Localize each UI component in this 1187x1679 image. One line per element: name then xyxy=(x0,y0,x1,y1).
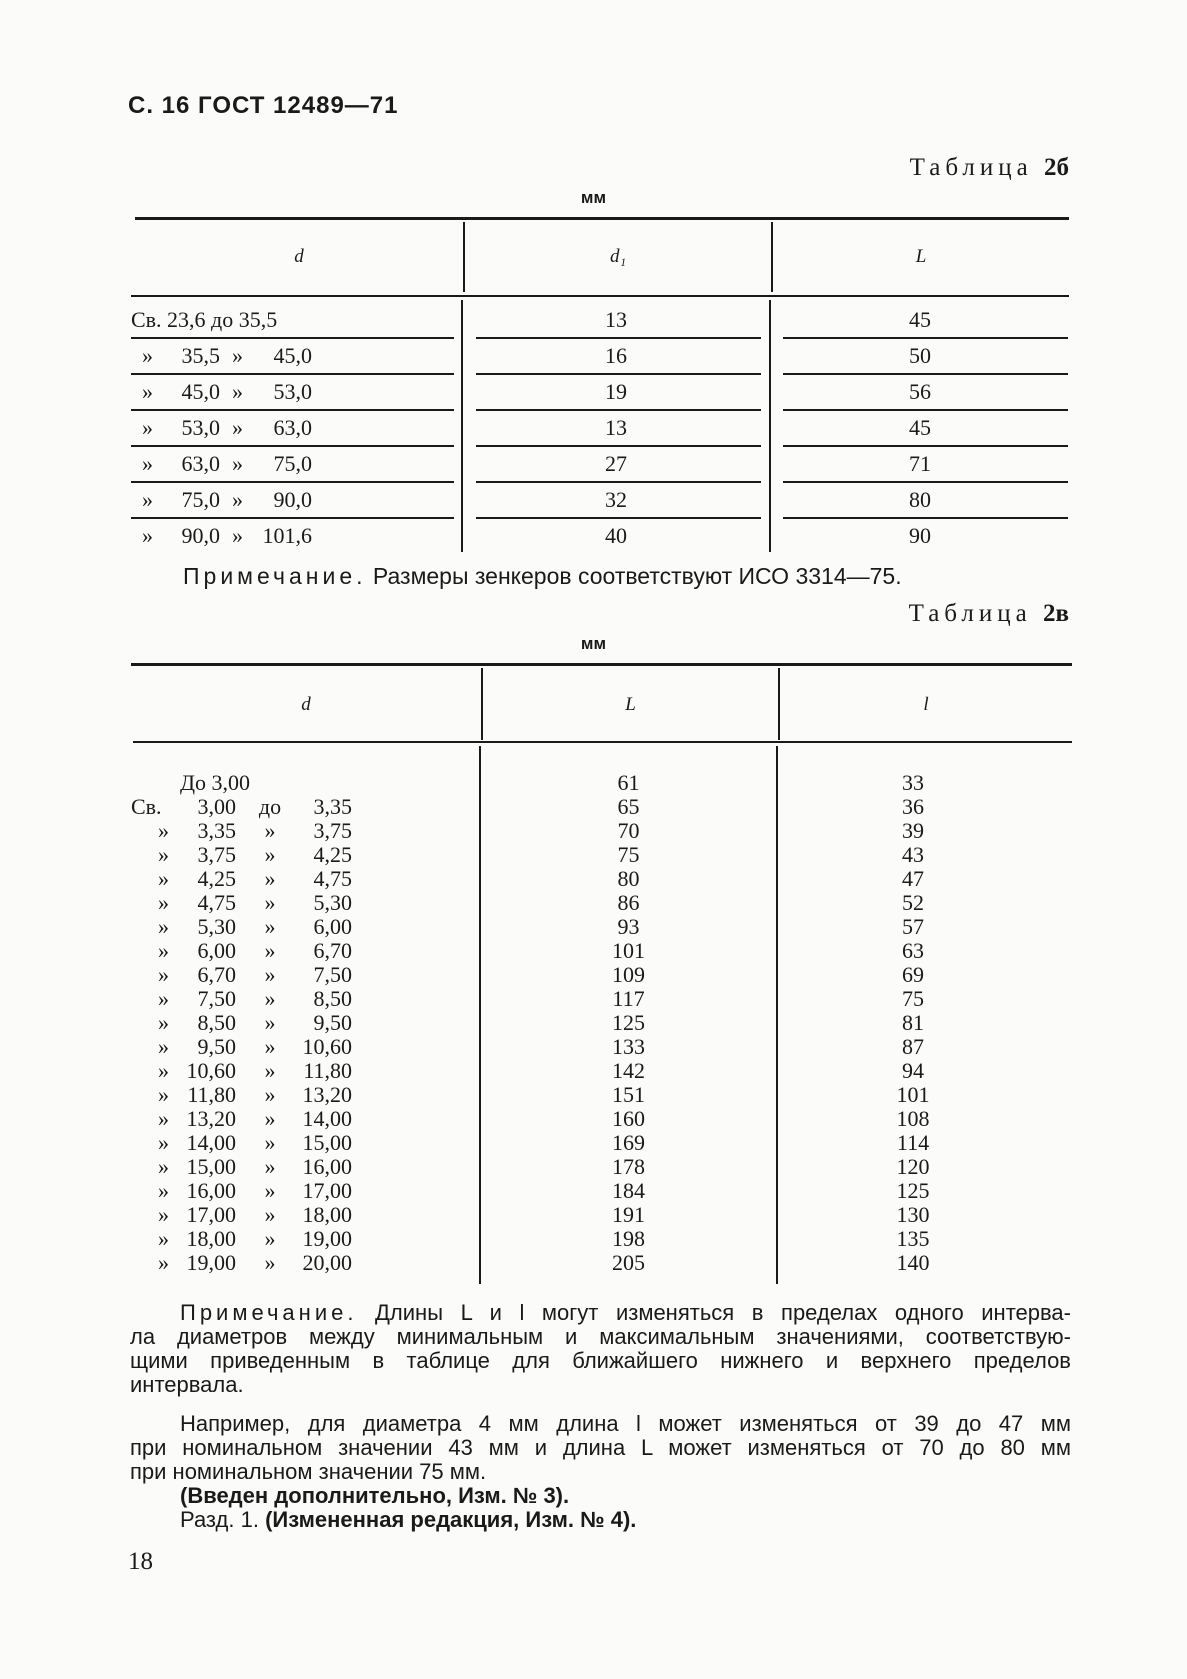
table-row-d1: 13 xyxy=(605,307,627,332)
table-row-from: 4,75 xyxy=(197,890,236,915)
table-row-d-to: 53,0 xyxy=(273,379,312,404)
table-row-from: 19,00 xyxy=(186,1250,236,1275)
table-row-L: 45 xyxy=(909,307,931,332)
table-row-to: 19,00 xyxy=(302,1226,352,1251)
table-row-prefix: » xyxy=(158,1202,169,1227)
table-row-L: 178 xyxy=(612,1154,645,1179)
table-row-mid: » xyxy=(264,1034,276,1059)
row-divider xyxy=(131,373,454,375)
table-row-from: 10,60 xyxy=(186,1058,236,1083)
table-row-l: 52 xyxy=(902,890,924,915)
table-row-d-to: 75,0 xyxy=(273,451,312,476)
col-header-l: l xyxy=(923,694,929,715)
table-row-to: 3,75 xyxy=(313,818,352,843)
table-row-l: 69 xyxy=(902,962,924,987)
table-row-L: 151 xyxy=(612,1082,645,1107)
table-row-to: 14,00 xyxy=(302,1106,352,1131)
col-header-L: L xyxy=(915,246,927,267)
table-row-to: 4,75 xyxy=(313,866,352,891)
table-row-mid: » xyxy=(264,866,276,891)
table-row-from: 3,75 xyxy=(197,842,236,867)
table-row-l: 130 xyxy=(896,1202,930,1227)
table-row-d-to: 90,0 xyxy=(273,487,312,512)
table-row-d-mid: » xyxy=(232,379,243,404)
table-row-L: 93 xyxy=(617,914,640,939)
table-row-prefix: » xyxy=(158,890,169,915)
row-divider xyxy=(476,337,761,339)
table-row-l: 63 xyxy=(902,938,924,963)
table-row-d-prefix: » xyxy=(142,451,153,476)
row-divider xyxy=(783,409,1068,411)
table-row-d: Св. 23,6 до 35,5 xyxy=(131,307,278,332)
table-row-from: 15,00 xyxy=(186,1154,236,1179)
row-divider xyxy=(476,481,761,483)
table-row-d1: 40 xyxy=(605,523,627,548)
table-row-to: 15,00 xyxy=(302,1130,352,1155)
table-row-prefix: » xyxy=(158,914,169,939)
table-row-mid: » xyxy=(264,914,276,939)
row-divider xyxy=(783,373,1068,375)
row-divider xyxy=(131,445,454,447)
table-row-l: 81 xyxy=(902,1010,924,1035)
table-row-prefix: » xyxy=(158,1250,169,1275)
table-row-l: 33 xyxy=(902,770,924,795)
table-row-to: 10,60 xyxy=(302,1034,352,1059)
table-row-mid: до xyxy=(258,794,282,819)
table-row-from: 3,35 xyxy=(197,818,236,843)
row-divider xyxy=(131,337,454,339)
table-row-from: 6,70 xyxy=(197,962,236,987)
table-row-l: 101 xyxy=(896,1082,930,1107)
table-row-to: 9,50 xyxy=(313,1010,352,1035)
table-row-d-prefix: » xyxy=(142,379,153,404)
example-paragraph: Например, для диаметра 4 мм длина l может изменяться от 39 до 47 мм при номинальном значении 43 мм и длина L может изменяться от 70 до 80 мм при номинальном значении 75 мм. xyxy=(130,1411,1071,1484)
table-row-from: 3,00 xyxy=(197,794,236,819)
table-row-L: 142 xyxy=(612,1058,645,1083)
table-row-l: 43 xyxy=(902,842,924,867)
table-row-from: 13,20 xyxy=(186,1106,236,1131)
table-row-l: 120 xyxy=(896,1154,930,1179)
table-row-L: 80 xyxy=(617,866,640,891)
table-row-d-to: 63,0 xyxy=(273,415,312,440)
table-row-L: 61 xyxy=(617,770,640,795)
table-row-L: 160 xyxy=(612,1106,645,1131)
table-2b-caption: Таблица 2б xyxy=(909,154,1069,181)
table-row-prefix: » xyxy=(158,1058,169,1083)
table-row-d-from: 63,0 xyxy=(181,451,220,476)
table-row-l: 75 xyxy=(902,986,924,1011)
table-row-L: 86 xyxy=(617,890,640,915)
table-row-mid: » xyxy=(264,1130,276,1155)
table-row-d1: 13 xyxy=(605,415,627,440)
col-header-d: d xyxy=(294,246,304,267)
table-row-prefix: » xyxy=(158,1034,169,1059)
row-divider xyxy=(783,445,1068,447)
table-row-d-from: 53,0 xyxy=(181,415,220,440)
table-row-from: 4,25 xyxy=(197,866,236,891)
table-row-mid: » xyxy=(264,938,276,963)
table-row-mid: » xyxy=(264,818,276,843)
table-row-mid: » xyxy=(264,1250,276,1275)
row-divider xyxy=(131,481,454,483)
table-row-prefix: » xyxy=(158,1106,169,1131)
row-divider xyxy=(783,517,1068,519)
table-row-to: 13,20 xyxy=(302,1082,352,1107)
table-row-d-mid: » xyxy=(232,451,243,476)
table-row-prefix: » xyxy=(158,1010,169,1035)
table-row-d-prefix: » xyxy=(142,487,153,512)
table-row-mid: » xyxy=(264,1010,276,1035)
table-row-to: 6,70 xyxy=(313,938,352,963)
table-2b-note: Примечание. Размеры зенкеров соответствуют ИСО 3314—75. xyxy=(183,563,902,589)
table-row-from: 17,00 xyxy=(186,1202,236,1227)
table-row-prefix: » xyxy=(158,938,169,963)
table-row-d1: 16 xyxy=(605,343,627,368)
table-row-l: 125 xyxy=(896,1178,930,1203)
row-divider xyxy=(476,445,761,447)
table-row-d-from: 75,0 xyxy=(181,487,220,512)
table-row-to: 16,00 xyxy=(302,1154,352,1179)
table-row-to: 11,80 xyxy=(303,1058,352,1083)
table-row-L: 125 xyxy=(612,1010,645,1035)
table-row-d-from: 45,0 xyxy=(181,379,220,404)
page-header: С. 16 ГОСТ 12489—71 xyxy=(128,92,399,119)
table-row-d: До 3,00 xyxy=(180,770,251,795)
table-row-mid: » xyxy=(264,1226,276,1251)
table-row-l: 135 xyxy=(896,1226,930,1251)
col-header-d: d xyxy=(301,694,311,715)
table-2b-units: мм xyxy=(580,188,607,207)
amendments: (Введен дополнительно, Изм. № 3). Разд. 1. (Измененная редакция, Изм. № 4). xyxy=(180,1483,637,1532)
table-row-mid: » xyxy=(264,890,276,915)
table-row-L: 205 xyxy=(612,1250,645,1275)
table-row-from: 14,00 xyxy=(186,1130,236,1155)
table-row-L: 101 xyxy=(612,938,645,963)
col-header-L: L xyxy=(625,694,636,715)
table-row-L: 65 xyxy=(617,794,640,819)
table-row-prefix: » xyxy=(158,866,169,891)
table-row-L: 169 xyxy=(612,1130,645,1155)
table-row-d-prefix: » xyxy=(142,343,153,368)
table-row-prefix: » xyxy=(158,962,169,987)
table-row-prefix: » xyxy=(158,1130,169,1155)
table-row-mid: » xyxy=(264,842,276,867)
table-row-from: 5,30 xyxy=(197,914,236,939)
table-row-d1: 19 xyxy=(605,379,627,404)
table-row-mid: » xyxy=(264,1178,276,1203)
table-row-d1: 27 xyxy=(605,451,627,476)
table-row-l: 108 xyxy=(896,1106,930,1131)
table-row-prefix: » xyxy=(158,818,169,843)
row-divider xyxy=(476,409,761,411)
table-row-d1: 32 xyxy=(605,487,627,512)
table-row-l: 87 xyxy=(902,1034,924,1059)
table-row-prefix: » xyxy=(158,1082,169,1107)
table-row-L: 80 xyxy=(909,487,931,512)
table-row-to: 8,50 xyxy=(313,986,352,1011)
table-row-L: 133 xyxy=(612,1034,645,1059)
table-row-L: 50 xyxy=(909,343,931,368)
table-row-L: 56 xyxy=(909,379,931,404)
table-row-l: 57 xyxy=(902,914,924,939)
table-row-mid: » xyxy=(264,1154,276,1179)
table-row-from: 8,50 xyxy=(197,1010,236,1035)
table-2v-caption: Таблица 2в xyxy=(908,600,1069,627)
row-divider xyxy=(783,337,1068,339)
table-row-mid: » xyxy=(264,1106,276,1131)
col-header-d1: d₁ xyxy=(609,246,627,267)
table-row-to: 3,35 xyxy=(313,794,352,819)
page-number: 18 xyxy=(128,1548,153,1575)
table-row-d-mid: » xyxy=(232,487,243,512)
table-row-l: 114 xyxy=(896,1130,930,1155)
table-row-d-from: 35,5 xyxy=(181,343,220,368)
table-row-prefix: » xyxy=(158,986,169,1011)
table-row-prefix: » xyxy=(158,1178,169,1203)
table-row-prefix: » xyxy=(158,1226,169,1251)
table-row-prefix: Св. xyxy=(131,794,162,819)
table-row-mid: » xyxy=(264,1058,276,1083)
table-row-l: 39 xyxy=(902,818,924,843)
table-row-to: 17,00 xyxy=(302,1178,352,1203)
table-row-d-mid: » xyxy=(232,343,243,368)
table-2v-units: мм xyxy=(580,634,607,653)
table-row-mid: » xyxy=(264,1202,276,1227)
table-row-d-prefix: » xyxy=(142,523,153,548)
table-row-to: 6,00 xyxy=(313,914,352,939)
table-row-from: 6,00 xyxy=(197,938,236,963)
table-row-to: 18,00 xyxy=(302,1202,352,1227)
row-divider xyxy=(476,373,761,375)
row-divider xyxy=(131,517,454,519)
table-row-L: 198 xyxy=(612,1226,645,1251)
table-row-L: 117 xyxy=(612,986,645,1011)
table-row-l: 140 xyxy=(896,1250,930,1275)
table-row-to: 4,25 xyxy=(313,842,352,867)
table-row-L: 45 xyxy=(909,415,931,440)
table-row-mid: » xyxy=(264,962,276,987)
table-row-from: 7,50 xyxy=(197,986,236,1011)
table-row-d-mid: » xyxy=(232,415,243,440)
table-row-d-to: 45,0 xyxy=(273,343,312,368)
table-row-prefix: » xyxy=(158,1154,169,1179)
table-row-prefix: » xyxy=(158,842,169,867)
table-row-d-mid: » xyxy=(232,523,243,548)
table-row-L: 184 xyxy=(612,1178,645,1203)
row-divider xyxy=(783,481,1068,483)
table-row-from: 18,00 xyxy=(186,1226,236,1251)
table-row-from: 16,00 xyxy=(186,1178,236,1203)
table-row-l: 36 xyxy=(902,794,924,819)
table-row-to: 7,50 xyxy=(313,962,352,987)
row-divider xyxy=(131,409,454,411)
table-row-L: 90 xyxy=(909,523,931,548)
row-divider xyxy=(476,517,761,519)
table-row-from: 11,80 xyxy=(187,1082,236,1107)
table-row-to: 20,00 xyxy=(302,1250,352,1275)
table-row-l: 94 xyxy=(902,1058,924,1083)
table-row-L: 109 xyxy=(612,962,645,987)
table-row-L: 71 xyxy=(909,451,931,476)
table-2v-note: Примечание. Длины L и l могут изменяться в пределах одного интерва- ла диаметров между минимальным и максимальным значениями, соответствую- щими приведенным в таблице для ближайшего нижнего и верхнего пределов интервала. xyxy=(130,1300,1071,1397)
table-row-d-from: 90,0 xyxy=(181,523,220,548)
table-row-l: 47 xyxy=(902,866,924,891)
table-row-mid: » xyxy=(264,986,276,1011)
table-row-L: 75 xyxy=(617,842,640,867)
table-row-d-prefix: » xyxy=(142,415,153,440)
table-row-L: 70 xyxy=(617,818,640,843)
table-row-from: 9,50 xyxy=(197,1034,236,1059)
table-row-d-to: 101,6 xyxy=(262,523,312,548)
table-row-mid: » xyxy=(264,1082,276,1107)
table-row-L: 191 xyxy=(612,1202,645,1227)
table-row-to: 5,30 xyxy=(313,890,352,915)
